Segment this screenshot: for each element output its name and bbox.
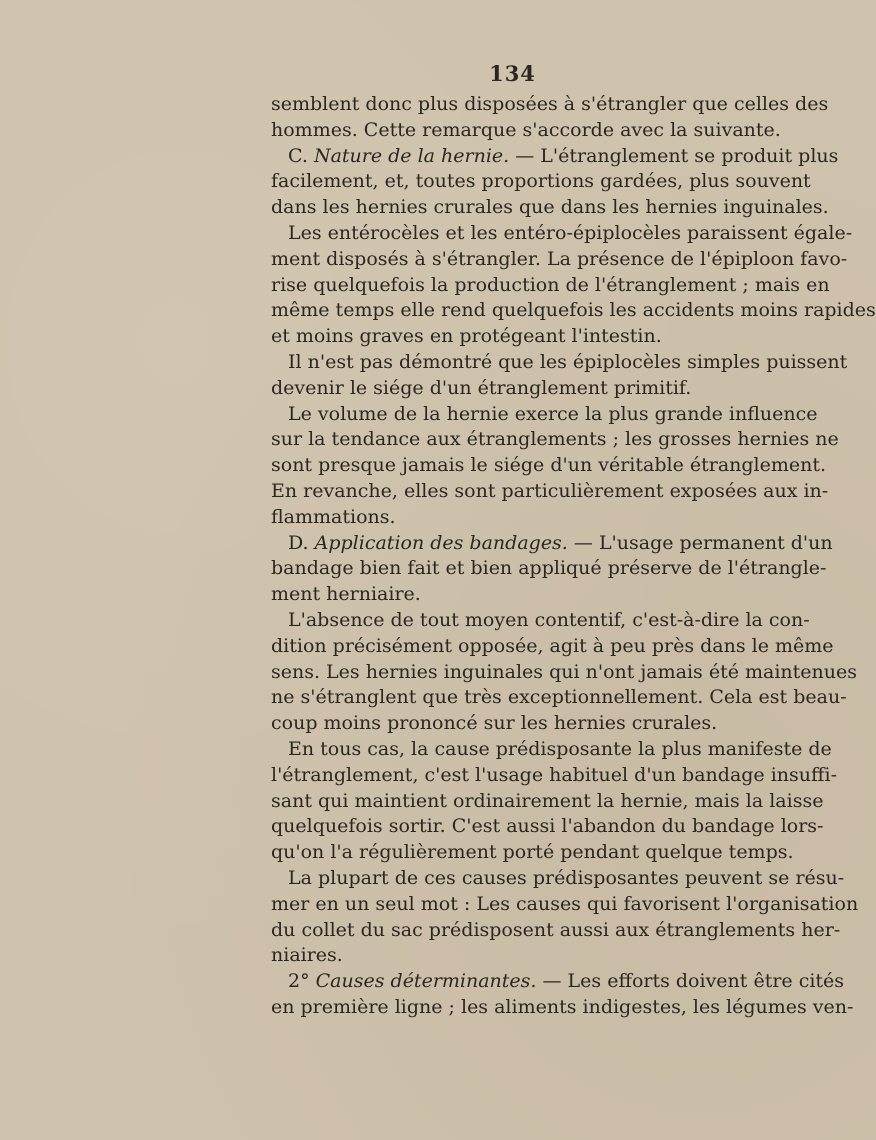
text-line [271, 402, 818, 428]
line-text: ment herniaire. [271, 583, 421, 606]
body-text [271, 92, 876, 1021]
line-text: sur la tendance aux étranglements ; les grosses hernies ne [271, 428, 839, 451]
text-line [271, 298, 876, 324]
section-label: D. [288, 531, 315, 554]
paragraph [271, 969, 854, 1021]
text-line [271, 556, 827, 582]
line-text: bandage bien fait et bien appliqué préserve de l'étrangle- [271, 557, 827, 580]
text-line [271, 660, 858, 686]
section-heading: Causes déterminantes. [315, 970, 537, 993]
line-text: sant qui maintient ordinairement la hernie, mais la laisse [271, 789, 824, 812]
text-line [271, 376, 754, 402]
text-line [271, 892, 859, 918]
line-text: Il n'est pas démontré que les épiplocèles simples puissent [288, 350, 848, 373]
text-line [271, 814, 824, 840]
line-text: quelquefois sortir. C'est aussi l'abandon du bandage lors- [271, 815, 824, 838]
section-heading: Application des bandages. [314, 531, 568, 554]
text-line [271, 634, 834, 660]
line-text: même temps elle rend quelquefois les accidents moins rapides [271, 299, 876, 322]
line-text: mer en un seul mot : Les causes qui favorisent l'organisation [271, 892, 859, 915]
line-text: — L'usage permanent d'un [567, 531, 833, 554]
text-line [271, 711, 754, 737]
line-text: — L'étranglement se produit plus [509, 144, 839, 167]
text-line [271, 324, 754, 350]
text-line [271, 531, 833, 557]
page-number: 134 [489, 61, 536, 86]
section-label: C. [288, 144, 314, 167]
text-line [271, 866, 845, 892]
line-text: Le volume de la hernie exerce la plus grande influence [288, 402, 818, 425]
text-line [271, 918, 841, 944]
line-text: dans les hernies crurales que dans les hernies inguinales. [271, 196, 829, 219]
paragraph [271, 221, 876, 350]
line-text: hommes. Cette remarque s'accorde avec la suivante. [271, 118, 781, 141]
line-text: La plupart de ces causes prédisposantes peuvent se résu- [288, 866, 845, 889]
line-text: qu'on l'a régulièrement porté pendant quelque temps. [271, 841, 794, 864]
text-line [271, 737, 832, 763]
text-line [271, 685, 847, 711]
line-text: ne s'étranglent que très exceptionnellement. Cela est beau- [271, 686, 847, 709]
paragraph [271, 92, 829, 144]
line-text: l'étranglement, c'est l'usage habituel d'un bandage insuffi- [271, 763, 838, 786]
text-line [271, 92, 829, 118]
line-text: En revanche, elles sont particulièrement exposées aux in- [271, 479, 829, 502]
text-line [271, 995, 854, 1021]
text-line [271, 943, 754, 969]
text-line [271, 118, 781, 144]
line-text: niaires. [271, 944, 343, 967]
line-text: sens. Les hernies inguinales qui n'ont jamais été maintenues [271, 660, 858, 683]
section-label: 2° [288, 970, 316, 993]
line-text: flammations. [271, 505, 396, 528]
paragraph [271, 144, 839, 221]
paragraph [271, 402, 839, 531]
line-text: facilement, et, toutes proportions gardées, plus souvent [271, 170, 811, 193]
text-line [271, 273, 830, 299]
line-text: coup moins prononcé sur les hernies crurales. [271, 712, 718, 735]
text-line [271, 144, 839, 170]
line-text: devenir le siége d'un étranglement primitif. [271, 376, 692, 399]
line-text: du collet du sac prédisposent aussi aux étranglements her- [271, 918, 841, 941]
paragraph [271, 737, 838, 866]
text-line [271, 221, 853, 247]
text-line [271, 505, 754, 531]
text-line [271, 350, 848, 376]
text-line [271, 789, 824, 815]
line-text: En tous cas, la cause prédisposante la plus manifeste de [288, 737, 832, 760]
line-text: Les entérocèles et les entéro-épiplocèles paraissent égale- [288, 221, 853, 244]
text-line [271, 763, 838, 789]
paragraph [271, 608, 858, 737]
line-text: — Les efforts doivent être cités [536, 970, 845, 993]
text-line [271, 169, 811, 195]
paragraph [271, 531, 833, 608]
section-heading: Nature de la hernie. [313, 144, 510, 167]
line-text: sont presque jamais le siége d'un véritable étranglement. [271, 454, 827, 477]
line-text: et moins graves en protégeant l'intestin. [271, 325, 662, 348]
paragraph [271, 866, 859, 969]
book-page [271, 61, 876, 1021]
text-line [271, 969, 845, 995]
line-text: dition précisément opposée, agit à peu près dans le même [271, 634, 834, 657]
text-line [271, 427, 839, 453]
text-line [271, 195, 829, 221]
text-line [271, 840, 794, 866]
text-line [271, 247, 848, 273]
line-text: semblent donc plus disposées à s'étrangler que celles des [271, 93, 829, 115]
text-line [271, 582, 754, 608]
text-line [271, 479, 829, 505]
line-text: rise quelquefois la production de l'étranglement ; mais en [271, 273, 830, 296]
line-text: ment disposés à s'étrangler. La présence de l'épiploon favo- [271, 247, 848, 270]
paragraph [271, 350, 848, 402]
text-line [271, 453, 827, 479]
text-line [271, 608, 810, 634]
line-text: L'absence de tout moyen contentif, c'est-à-dire la con- [288, 608, 810, 631]
line-text: en première ligne ; les aliments indigestes, les légumes ven- [271, 995, 854, 1018]
